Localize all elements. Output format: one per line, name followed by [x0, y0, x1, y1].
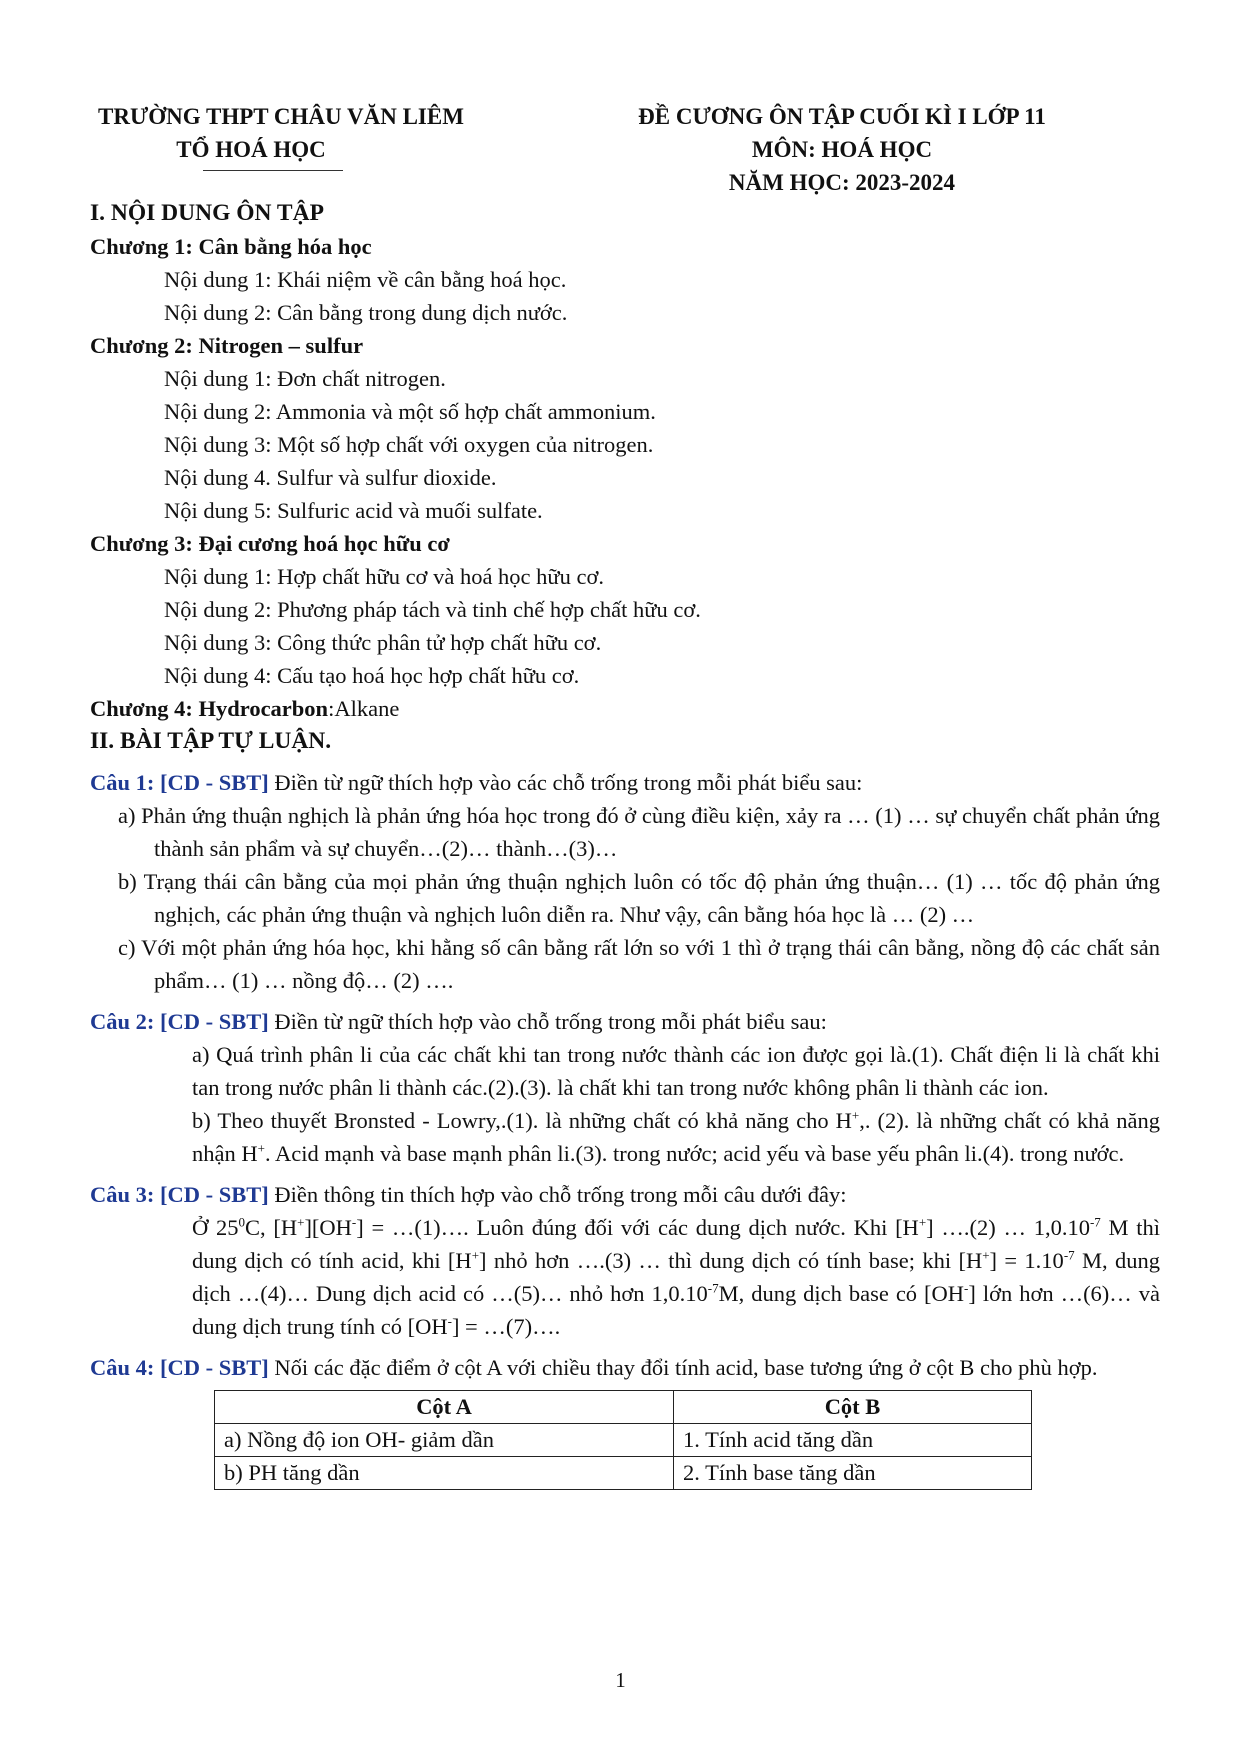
list-item: Nội dung 2: Cân bằng trong dung dịch nước. [164, 300, 568, 325]
question-label: Câu 2: [CD - SBT] [90, 1009, 269, 1034]
chapter-2-title: Chương 2: Nitrogen – sulfur [90, 333, 364, 358]
school-name: TRƯỜNG THPT CHÂU VĂN LIÊM [98, 104, 464, 129]
table-header-row [215, 1391, 1032, 1424]
table-row [215, 1457, 1032, 1490]
question-1: Câu 1: [CD - SBT] Điền từ ngữ thích hợp vào các chỗ trống trong mỗi phát biểu sau: [90, 770, 863, 795]
question-1-part-a: a) Phản ứng thuận nghịch là phản ứng hóa học trong đó ở cùng điều kiện, xảy ra … (1) … sự chuyển chất phản ứng thành sản phẩm và sự chuyển…(2)… thành…(3)… [118, 803, 1160, 861]
table-row [215, 1424, 1032, 1457]
question-label: Câu 4: [CD - SBT] [90, 1355, 269, 1380]
main-content [90, 197, 1160, 1490]
column-header: Cột A [215, 1391, 674, 1424]
question-1-part-c: c) Với một phản ứng hóa học, khi hằng số cân bằng rất lớn so với 1 thì ở trạng thái cân bằng, nồng độ các chất sản phẩm… (1) … nồng độ… (2) …. [118, 935, 1160, 993]
list-item: Nội dung 3: Một số hợp chất với oxygen của nitrogen. [164, 432, 654, 457]
list-item: Nội dung 5: Sulfuric acid và muối sulfate. [164, 498, 543, 523]
page-number: 1 [615, 1668, 626, 1692]
question-4: Câu 4: [CD - SBT] Nối các đặc điểm ở cột A với chiều thay đổi tính acid, base tương ứng ở cột B cho phù hợp. [90, 1355, 1098, 1380]
section-heading-2: II. BÀI TẬP TỰ LUẬN. [90, 728, 332, 754]
question-1-part-b: b) Trạng thái cân bằng của mọi phản ứng thuận nghịch luôn có tốc độ phản ứng thuận… (1) … tốc độ phản ứng nghịch, các phản ứng thuận và nghịch luôn diễn ra. Như vậy, cân bằng hóa học là … (2) … [118, 869, 1160, 927]
matching-table [214, 1390, 1032, 1490]
table-cell: a) Nồng độ ion OH- giảm dần [215, 1424, 674, 1457]
section-heading-1: I. NỘI DUNG ÔN TẬP [90, 200, 324, 226]
question-2: Câu 2: [CD - SBT] Điền từ ngữ thích hợp vào chỗ trống trong mỗi phát biểu sau: [90, 1009, 827, 1034]
question-label: Câu 1: [CD - SBT] [90, 770, 269, 795]
list-item: Nội dung 1: Đơn chất nitrogen. [164, 366, 446, 391]
list-item: Nội dung 2: Ammonia và một số hợp chất ammonium. [164, 399, 656, 424]
list-item: Nội dung 4. Sulfur và sulfur dioxide. [164, 465, 497, 490]
table-cell: 1. Tính acid tăng dần [674, 1424, 1032, 1457]
table-cell: 2. Tính base tăng dần [674, 1457, 1032, 1490]
chapter-3-title: Chương 3: Đại cương hoá học hữu cơ [90, 531, 450, 556]
question-3: Câu 3: [CD - SBT] Điền thông tin thích hợp vào chỗ trống trong mỗi câu dưới đây: [90, 1182, 847, 1207]
question-3-body: Ở $25^0C$, [H+][OH-] = …(1)…. Luôn đúng đối với các dung dịch nước. Khi [H+] ….(2) … $1,0.10^{-7}$ M thì dung dịch có tính acid, khi [H+] nhỏ hơn ….(3) … thì dung dịch có tính base; khi $[H^+] = 1.10^{-7}$ M, dung dịch …(4)… Dung dịch acid có …(5)… nhỏ hơn $1,0.10^{-7}M$, dung dịch base có [OH-] lớn hơn …(6)… và dung dịch trung tính có [OH-] = …(7)…. [192, 1214, 1161, 1339]
question-2-part-b: b) Theo thuyết Bronsted - Lowry,.(1). là những chất có khả năng cho H+,. (2). là những chất có khả năng nhận H+. Acid mạnh và base mạnh phân li.(3). trong nước; acid yếu và base yếu phân li.(4). trong nước. [192, 1107, 1160, 1166]
chapter-4-title: Chương 4: Hydrocarbon:Alkane [90, 696, 400, 721]
subject-line: MÔN: HOÁ HỌC [751, 137, 933, 162]
list-item: Nội dung 1: Khái niệm về cân bằng hoá học. [164, 267, 567, 292]
list-item: Nội dung 4: Cấu tạo hoá học hợp chất hữu cơ. [164, 663, 580, 688]
exam-header [622, 100, 1062, 199]
list-item: Nội dung 2: Phương pháp tách và tinh chế hợp chất hữu cơ. [164, 597, 701, 622]
document-title: ĐỀ CƯƠNG ÔN TẬP CUỐI KÌ I LỚP 11 [638, 104, 1046, 129]
table-cell: b) PH tăng dần [215, 1457, 674, 1490]
header-underline [203, 170, 343, 171]
question-2-part-a: a) Quá trình phân li của các chất khi tan trong nước thành các ion được gọi là.(1). Chất điện li là chất khi tan trong nước phân li thành các.(2).(3). là chất khi tan trong nước không phân li thành các ion. [192, 1042, 1160, 1100]
department-name: TỔ HOÁ HỌC [176, 137, 326, 162]
chapter-1-title: Chương 1: Cân bằng hóa học [90, 234, 372, 259]
list-item: Nội dung 3: Công thức phân tử hợp chất hữu cơ. [164, 630, 602, 655]
column-header: Cột B [674, 1391, 1032, 1424]
school-header [98, 100, 464, 166]
school-year: NĂM HỌC: 2023-2024 [728, 170, 956, 195]
list-item: Nội dung 1: Hợp chất hữu cơ và hoá học hữu cơ. [164, 564, 604, 589]
question-label: Câu 3: [CD - SBT] [90, 1182, 269, 1207]
